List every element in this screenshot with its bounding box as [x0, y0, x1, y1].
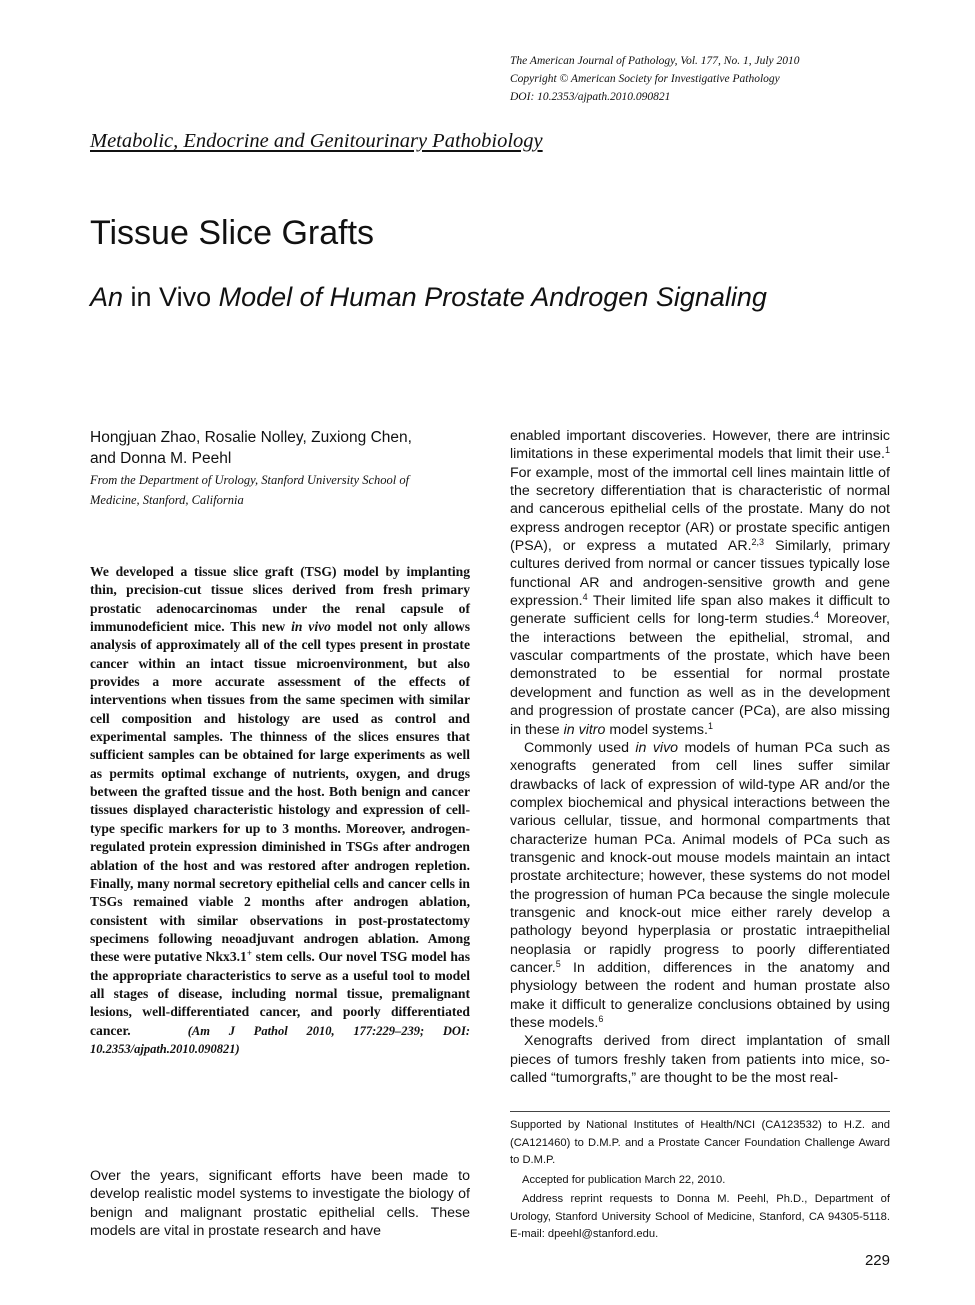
author-list [90, 427, 470, 469]
paragraph-1 [510, 427, 890, 739]
reference-mark: 4 [582, 592, 588, 603]
author-line-2: and Donna M. Peehl [90, 450, 232, 467]
author-line-1: Hongjuan Zhao, Rosalie Nolley, Zuxiong Chen, [90, 429, 412, 446]
reference-mark: 4 [814, 610, 820, 621]
abstract-citation: (Am J Pathol 2010, 177:229–239; DOI: 10.2353/ajpath.2010.090821) [90, 1023, 470, 1056]
author-affiliation [90, 470, 480, 510]
body-text: Moreover, the interactions between the epithelial, stromal, and vascular compartments of the prostate, which have been demonstrated to be essential for normal prostate development and function as well as in the development and progression of prostate cancer (PCa), are also missing in these [510, 611, 890, 738]
paragraph-2 [510, 739, 890, 1033]
subtitle-part-1: An [90, 282, 124, 312]
affiliation-line-1: From the Department of Urology, Stanford University School of [90, 473, 410, 487]
introduction-left-column: Over the years, significant efforts have been made to develop realistic model systems to investigate the biology of benign and malignant prostatic epithelial cells. These models are vital in prostate research and have [90, 1168, 470, 1240]
body-italic: in vivo [635, 739, 679, 756]
abstract-superscript: + [246, 948, 252, 959]
body-text: Commonly used [524, 739, 636, 756]
abstract-text: We developed a tissue slice graft (TSG) model by implanting thin, precision-cut tissue slices derived from fresh primary prostatic adenocarcinomas under the renal capsule of immunodeficient mice. This new [90, 564, 470, 635]
reference-mark: 2,3 [751, 537, 765, 548]
section-heading: Metabolic, Endocrine and Genitourinary Pathobiology [90, 130, 543, 152]
reference-mark: 1 [707, 720, 713, 731]
body-text: For example, most of the immortal cell lines maintain little of the secretory differentiation that is characteristic of normal and cancerous epithelial cells of the prostate. Many do not express androgen receptor (AR) or prostate specific antigen (PSA), or express a mutated AR. [510, 464, 890, 555]
introduction-right-column [510, 427, 890, 1087]
journal-copyright: Copyright © American Society for Investigative Pathology [510, 73, 780, 85]
abstract-italic: in vivo [291, 619, 331, 635]
footnote-support: Supported by National Institutes of Health/NCI (CA123532) to H.Z. and (CA121460) to D.M.P. and a Prostate Cancer Foundation Challenge Award to D.M.P. [510, 1119, 890, 1166]
reference-mark: 6 [598, 1014, 604, 1024]
footnote-divider [510, 1111, 890, 1112]
reference-mark: 1 [884, 445, 890, 456]
reference-mark: 5 [555, 958, 561, 969]
journal-header [510, 52, 910, 106]
footnote-accepted: Accepted for publication March 22, 2010. [522, 1173, 726, 1186]
paragraph-3: Xenografts derived from direct implantation of small pieces of tumors freshly taken from patients into mice, so-called “tumorgrafts,” are thought to be the most real- [510, 1033, 890, 1087]
subtitle-part-3: Model of Human Prostate Androgen Signaling [218, 282, 767, 312]
abstract-text: model not only allows analysis of approximately all of the cell types present in prostate cancer within an intact tissue microenvironment, but also provides a more accurate assessment of the effects of interventions when tissues from the same specimen with similar cell composition and histology are used as control and experimental samples. The thinness of the slices ensures that sufficient samples can be obtained for large experiments as well as permits optimal exchange of nutrients, oxygen, and drugs between the grafted tissue and the host. Both benign and cancer tissues displayed characteristic histology and expression of cell-type specific markers for up to 3 months. Moreover, androgen-regulated protein expression diminished in TSGs after androgen ablation of the host and was restored after androgen repletion. Finally, many normal secretory epithelial cells and cancer cells in TSGs remained viable 2 months after androgen ablation, consistent with similar observations in post-prostatectomy specimens following neoadjuvant androgen ablation. Among these were putative Nkx3.1 [90, 619, 470, 965]
body-text: model systems. [605, 721, 708, 738]
journal-doi: DOI: 10.2353/ajpath.2010.090821 [510, 91, 671, 103]
affiliation-line-2: Medicine, Stanford, California [90, 493, 244, 507]
article-subtitle [90, 282, 767, 313]
body-text: Similarly, primary cultures derived from normal or cancer tissues typically lose functional AR and androgen-sensitive growth and gene expression. [510, 538, 890, 610]
article-title: Tissue Slice Grafts [90, 214, 375, 252]
body-text: enabled important discoveries. However, there are intrinsic limitations in these experimental models that limit their use. [510, 428, 890, 463]
footnote-address: Address reprint requests to Donna M. Peehl, Ph.D., Department of Urology, Stanford University School of Medicine, Stanford, CA 94305-5118. E-mail: dpeehl@stanford.edu. [510, 1193, 890, 1240]
abstract-text: stem cells. Our novel TSG model has the appropriate characteristics to serve as a useful tool to model all stages of disease, including normal tissue, premalignant lesions, well-differentiated cancer, and poorly differentiated cancer. [90, 949, 470, 1038]
footnotes [510, 1117, 890, 1246]
journal-citation: The American Journal of Pathology, Vol. 177, No. 1, July 2010 [510, 55, 800, 67]
body-text: Their limited life span also makes it difficult to generate sufficient cells for long-term studies. [510, 593, 890, 628]
body-italic: in vitro [563, 721, 606, 738]
page-number: 229 [864, 1252, 890, 1269]
abstract [90, 563, 470, 1058]
body-text: In addition, differences in the anatomy and physiology between the rodent and human prostate also make it difficult to generalize conclusions obtained by using these models. [510, 959, 890, 1031]
body-text: models of human PCa such as xenografts generated from cell lines suffer similar drawbacks of lack of expression of wild-type AR and/or the complex biochemical and physical interactions between the various cellular, tissue, and hormonal compartments that characterize human PCa. Animal models of PCa such as transgenic and knock-out mouse models maintain an intact prostate architecture; however, these systems do not model the progression of human PCa because the single molecule transgenic and knock-out mice either rarely develop a pathology beyond hyperplasia or prostatic intraepithelial neoplasia or rapidly progress to poorly differentiated cancer. [510, 739, 890, 976]
subtitle-part-2: in Vivo [123, 282, 219, 312]
